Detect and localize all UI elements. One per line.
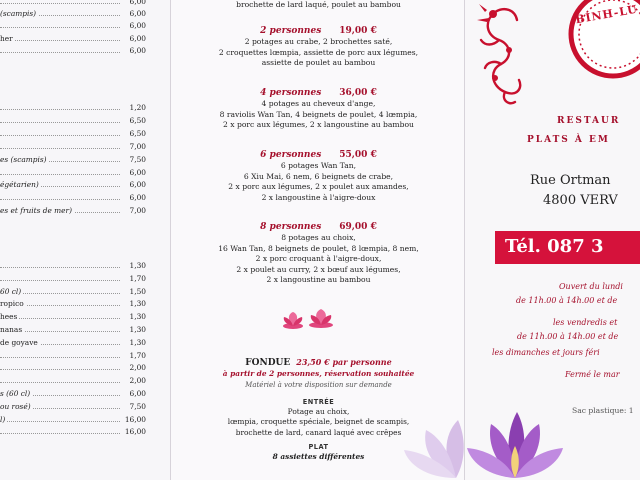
menu-price: 36,00 € — [339, 88, 377, 98]
price-row — [0, 311, 146, 322]
menu-line: assiette de poulet au bambou — [261, 58, 376, 67]
item-price: 1,30 — [129, 337, 146, 347]
item-price: 1,70 — [129, 273, 146, 283]
menu-title: 8 personnes — [260, 222, 322, 232]
fondue-info: à partir de 2 personnes, réservation souhaitée — [222, 369, 415, 378]
item-price: 1,30 — [129, 261, 146, 270]
menu-line: 2 potages au crabe, 2 brochettes saté, — [244, 37, 393, 46]
item-price: 6,00 — [129, 180, 146, 190]
item-price: 6,00 — [129, 0, 146, 6]
menu-heading — [171, 149, 465, 161]
item-label: s (60 cl) — [0, 389, 31, 398]
entree-caption: ENTRÉE — [302, 397, 335, 406]
item-price: 6,00 — [129, 21, 146, 31]
price-row — [0, 167, 146, 178]
menu-line: 4 potages au cheveux d'ange, — [261, 99, 376, 108]
restaurant-info-panel — [465, 0, 640, 480]
item-price: 6,00 — [129, 33, 146, 43]
item-price: 6,00 — [129, 45, 146, 55]
bag-note: Sac plastique: 1 — [572, 406, 634, 415]
dot-leader — [0, 421, 120, 422]
item-price: 6,50 — [129, 128, 146, 138]
fondue-price: 23,50 € par personne — [296, 357, 392, 367]
price-row — [0, 33, 146, 44]
price-row — [0, 426, 146, 437]
dot-leader — [0, 174, 120, 175]
fondue-material: Matériel à votre disposition sur demande — [245, 380, 392, 389]
price-row — [0, 128, 146, 139]
menu-heading — [171, 87, 465, 99]
menu-line: 2 x porc aux légumes, 2 x poulet aux amandes, — [228, 182, 409, 191]
item-label: hees — [0, 312, 18, 322]
item-price: 1,30 — [129, 312, 146, 322]
menu-line: 6 potages Wan Tan, — [280, 161, 357, 170]
plat-line: 8 assiettes différentes — [272, 452, 365, 461]
dot-leader — [0, 3, 120, 4]
item-label: 60 cl) — [0, 286, 22, 296]
item-label: ropico — [0, 299, 24, 309]
dot-leader — [0, 369, 120, 370]
price-row — [0, 273, 146, 284]
phone-banner — [495, 231, 640, 264]
phone-number: Tél. 087 3 — [505, 236, 604, 257]
item-price: 6,00 — [129, 193, 146, 203]
price-row — [0, 388, 146, 399]
item-price: 16,00 — [124, 427, 146, 437]
item-label: es et fruits de mer) — [0, 206, 72, 216]
menu-8-persons — [171, 221, 465, 286]
plat-caption: PLAT — [308, 443, 329, 451]
hours-line: les dimanches et jours féri — [492, 348, 600, 357]
menu-line: 2 croquettes lœmpia, assiette de porc aux légumes, — [218, 47, 419, 57]
dot-leader — [0, 135, 120, 136]
price-row — [0, 0, 146, 7]
item-price: 6,00 — [129, 389, 146, 398]
menu-title: 4 personnes — [260, 88, 322, 98]
price-row — [0, 45, 146, 56]
item-price: 1,50 — [129, 286, 146, 296]
menu-price: 69,00 € — [339, 222, 377, 232]
closed-day: Fermé le mar — [565, 370, 620, 379]
menu-line: 2 x langoustine au bambou — [266, 275, 371, 284]
dot-leader — [0, 122, 120, 123]
item-label: de goyave — [0, 337, 38, 347]
hours-line: de 11h.00 à 14h.00 et de — [517, 332, 619, 341]
item-price: 1,70 — [129, 350, 146, 360]
dot-leader — [0, 267, 120, 268]
menu-title: 2 personnes — [260, 26, 322, 36]
item-price: 6,00 — [129, 9, 146, 19]
menu-top-line: brochette de lard laqué, poulet au bambou — [236, 0, 401, 9]
entree-line: Potage au choix, — [287, 406, 350, 416]
menu-line: 16 Wan Tan, 8 beignets de poulet, 8 lœmpia, 8 nem, — [218, 243, 419, 253]
dot-leader — [0, 148, 120, 149]
address-city: 4800 VERV — [543, 193, 618, 208]
price-row — [0, 260, 146, 271]
price-row — [0, 286, 146, 297]
item-price: 2,00 — [129, 376, 146, 386]
price-row — [0, 205, 146, 216]
menu-4-persons — [171, 87, 465, 131]
hours-line: les vendredis et — [553, 318, 618, 327]
lotus-icon — [386, 398, 465, 480]
price-row — [0, 401, 146, 412]
item-label: égétarien) — [0, 180, 39, 190]
price-row — [0, 102, 146, 113]
item-price: 1,30 — [129, 325, 146, 334]
item-price: 6,50 — [129, 115, 146, 125]
item-price: 7,00 — [129, 206, 146, 216]
item-price: 7,50 — [129, 401, 146, 411]
set-menus-panel — [170, 0, 465, 480]
entree-line: brochette de lard, canard laqué avec crêpes — [235, 427, 402, 437]
menu-line: 8 raviolis Wan Tan, 4 beignets de poulet, 4 lœmpia, — [219, 109, 418, 119]
dot-leader — [0, 433, 120, 434]
price-row — [0, 375, 146, 386]
item-price: 7,00 — [129, 141, 146, 151]
item-price: 7,50 — [129, 154, 146, 164]
restaurant-line-1: RESTAUR — [557, 116, 621, 126]
dot-leader — [0, 199, 120, 200]
price-row — [0, 350, 146, 361]
entree-line: lœmpia, croquette spéciale, beignet de scampis, — [227, 417, 410, 426]
price-row — [0, 192, 146, 203]
menu-2-persons — [171, 25, 465, 69]
price-row — [0, 154, 146, 165]
lotus-divider-icon — [281, 308, 351, 332]
menu-price: 55,00 € — [339, 150, 377, 160]
dot-leader — [0, 52, 120, 53]
menu-line: 2 x poulet au curry, 2 x bœuf aux légumes, — [236, 264, 401, 274]
price-row — [0, 8, 146, 19]
fondue-heading — [171, 356, 465, 369]
menu-line: 8 potages au choix, — [281, 233, 356, 242]
price-row — [0, 298, 146, 309]
menu-line: 2 x langoustine à l'aigre-doux — [261, 192, 376, 202]
menu-heading — [171, 25, 465, 37]
menu-price: 19,00 € — [339, 26, 377, 36]
price-row — [0, 324, 146, 335]
item-price: 16,00 — [124, 414, 146, 424]
item-label: es (scampis) — [0, 154, 47, 164]
item-label: l) — [0, 414, 6, 424]
lotus-icon — [465, 396, 575, 480]
price-row — [0, 115, 146, 126]
menu-line: 2 x porc aux légumes, 2 x langoustine au bambou — [223, 120, 414, 129]
item-label: nanas — [0, 325, 23, 334]
item-price: 1,20 — [129, 103, 146, 112]
menu-line: 6 Xiu Mai, 6 nem, 6 beignets de crabe, — [243, 171, 394, 181]
address-street: Rue Ortman — [530, 173, 611, 188]
price-row — [0, 141, 146, 152]
menu-line: 2 x porc croquant à l'aigre-doux, — [255, 254, 382, 263]
price-list-panel — [0, 0, 170, 480]
menu-6-persons — [171, 149, 465, 203]
dot-leader — [0, 280, 120, 281]
item-price: 1,30 — [129, 299, 146, 309]
menu-title: 6 personnes — [260, 150, 322, 160]
price-row — [0, 337, 146, 348]
restaurant-line-2: PLATS À EM — [527, 135, 610, 145]
item-label: ou rosé) — [0, 401, 31, 411]
price-row — [0, 179, 146, 190]
price-row — [0, 20, 146, 31]
logo-text: BINH-LU — [574, 2, 639, 27]
menu-heading — [171, 221, 465, 233]
price-row — [0, 362, 146, 373]
price-row — [0, 414, 146, 425]
dot-leader — [0, 109, 120, 110]
dot-leader — [0, 382, 120, 383]
item-price: 2,00 — [129, 363, 146, 373]
item-label: (scampis) — [0, 9, 37, 19]
dot-leader — [0, 357, 120, 358]
dot-leader — [0, 40, 120, 41]
dot-leader — [0, 27, 120, 28]
hours-line: Ouvert du lundi — [559, 282, 623, 291]
item-price: 6,00 — [129, 167, 146, 177]
hours-line: de 11h.00 à 14h.00 et de — [516, 296, 618, 305]
item-label: her — [0, 33, 13, 43]
fondue-title: FONDUE — [245, 358, 291, 368]
